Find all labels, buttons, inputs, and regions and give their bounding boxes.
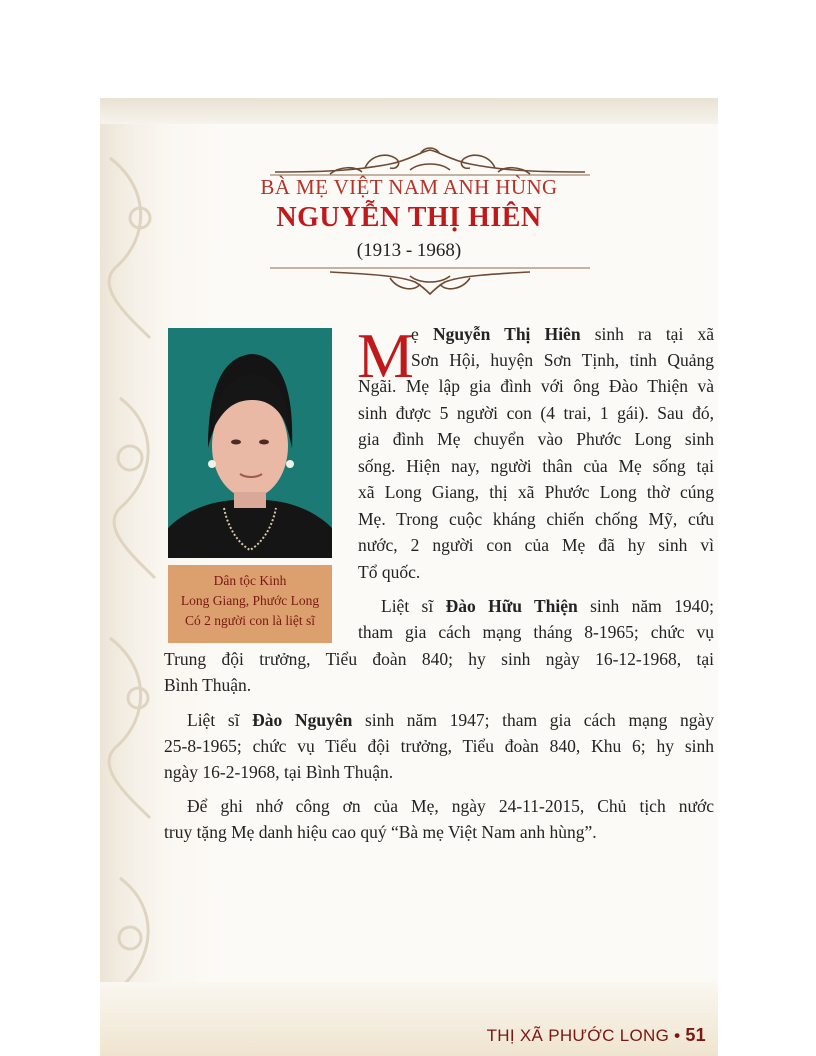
para1-line: gia đình Mẹ chuyển vào Phước Long sinh	[358, 429, 714, 449]
para2-line: Trung đội trưởng, Tiểu đoàn 840; hy sinh ngày 16-12-1968, tại	[164, 649, 714, 669]
para3-line	[187, 710, 714, 731]
para3-line: 25-8-1965; chức vụ Tiểu đội trưởng, Tiểu đoàn 840, Khu 6; hy sinh	[164, 736, 714, 756]
mother-name: Nguyễn Thị Hiên	[432, 324, 581, 344]
header-years: (1913 - 1968)	[356, 240, 462, 261]
para2-line: Bình Thuận.	[164, 675, 252, 695]
ornament-bottom-icon	[270, 262, 590, 302]
para4-line: Để ghi nhớ công ơn của Mẹ, ngày 24-11-2015, Chủ tịch nước	[187, 796, 714, 816]
para2-text: sinh năm 1940;	[577, 596, 714, 616]
para2-line: tham gia cách mạng tháng 8-1965; chức vụ	[358, 622, 714, 642]
page-number: 51	[685, 1025, 706, 1045]
caption-ethnicity: Dân tộc Kinh	[213, 573, 287, 588]
para1-line: nước, 2 người con của Mẹ đã hy sinh vì	[358, 535, 714, 555]
portrait-photo	[168, 328, 332, 558]
para1-text: ẹ	[411, 324, 433, 344]
para1-line	[411, 324, 714, 345]
para1-line: Mẹ. Trong cuộc kháng chiến chống Mỹ, cứu	[358, 509, 714, 529]
para1-line: sống. Hiện nay, người thân của Mẹ sống tại	[358, 456, 714, 476]
top-band	[100, 98, 718, 124]
footer-bullet: •	[674, 1026, 681, 1045]
page-footer	[487, 1025, 706, 1046]
para1-line: Ngãi. Mẹ lập gia đình với ông Đào Thiện và	[358, 376, 714, 396]
portrait-figure-icon	[168, 328, 332, 558]
caption-location: Long Giang, Phước Long	[180, 593, 320, 608]
para3-text: sinh năm 1947; tham gia cách mạng ngày	[352, 710, 715, 730]
para3-text: Liệt sĩ	[187, 710, 253, 730]
para2-text: Liệt sĩ	[381, 596, 446, 616]
footer-place: THỊ XÃ PHƯỚC LONG	[486, 1026, 670, 1045]
para1-text: sinh ra tại xã	[580, 324, 714, 344]
drop-cap: M	[357, 320, 414, 391]
para3-line: ngày 16-2-1968, tại Bình Thuận.	[164, 762, 394, 782]
header-subtitle: BÀ MẸ VIỆT NAM ANH HÙNG	[260, 175, 558, 199]
para4-line: truy tặng Mẹ danh hiệu cao quý “Bà mẹ Việt Nam anh hùng”.	[164, 822, 597, 842]
photo-caption	[168, 565, 332, 643]
martyr-name-1: Đào Hữu Thiện	[445, 596, 578, 616]
para1-line: xã Long Giang, thị xã Phước Long thờ cúng	[358, 482, 714, 502]
book-page	[100, 98, 718, 1056]
para1-line: Sơn Hội, huyện Sơn Tịnh, tỉnh Quảng	[411, 350, 714, 370]
caption-martyrs: Có 2 người con là liệt sĩ	[185, 613, 315, 628]
para2-line	[381, 596, 714, 617]
martyr-name-2: Đào Nguyên	[252, 710, 353, 730]
para1-line: sinh được 5 người con (4 trai, 1 gái). Sau đó,	[358, 403, 714, 423]
header-name: NGUYỄN THỊ HIÊN	[276, 202, 542, 233]
para1-line: Tổ quốc.	[358, 562, 421, 582]
